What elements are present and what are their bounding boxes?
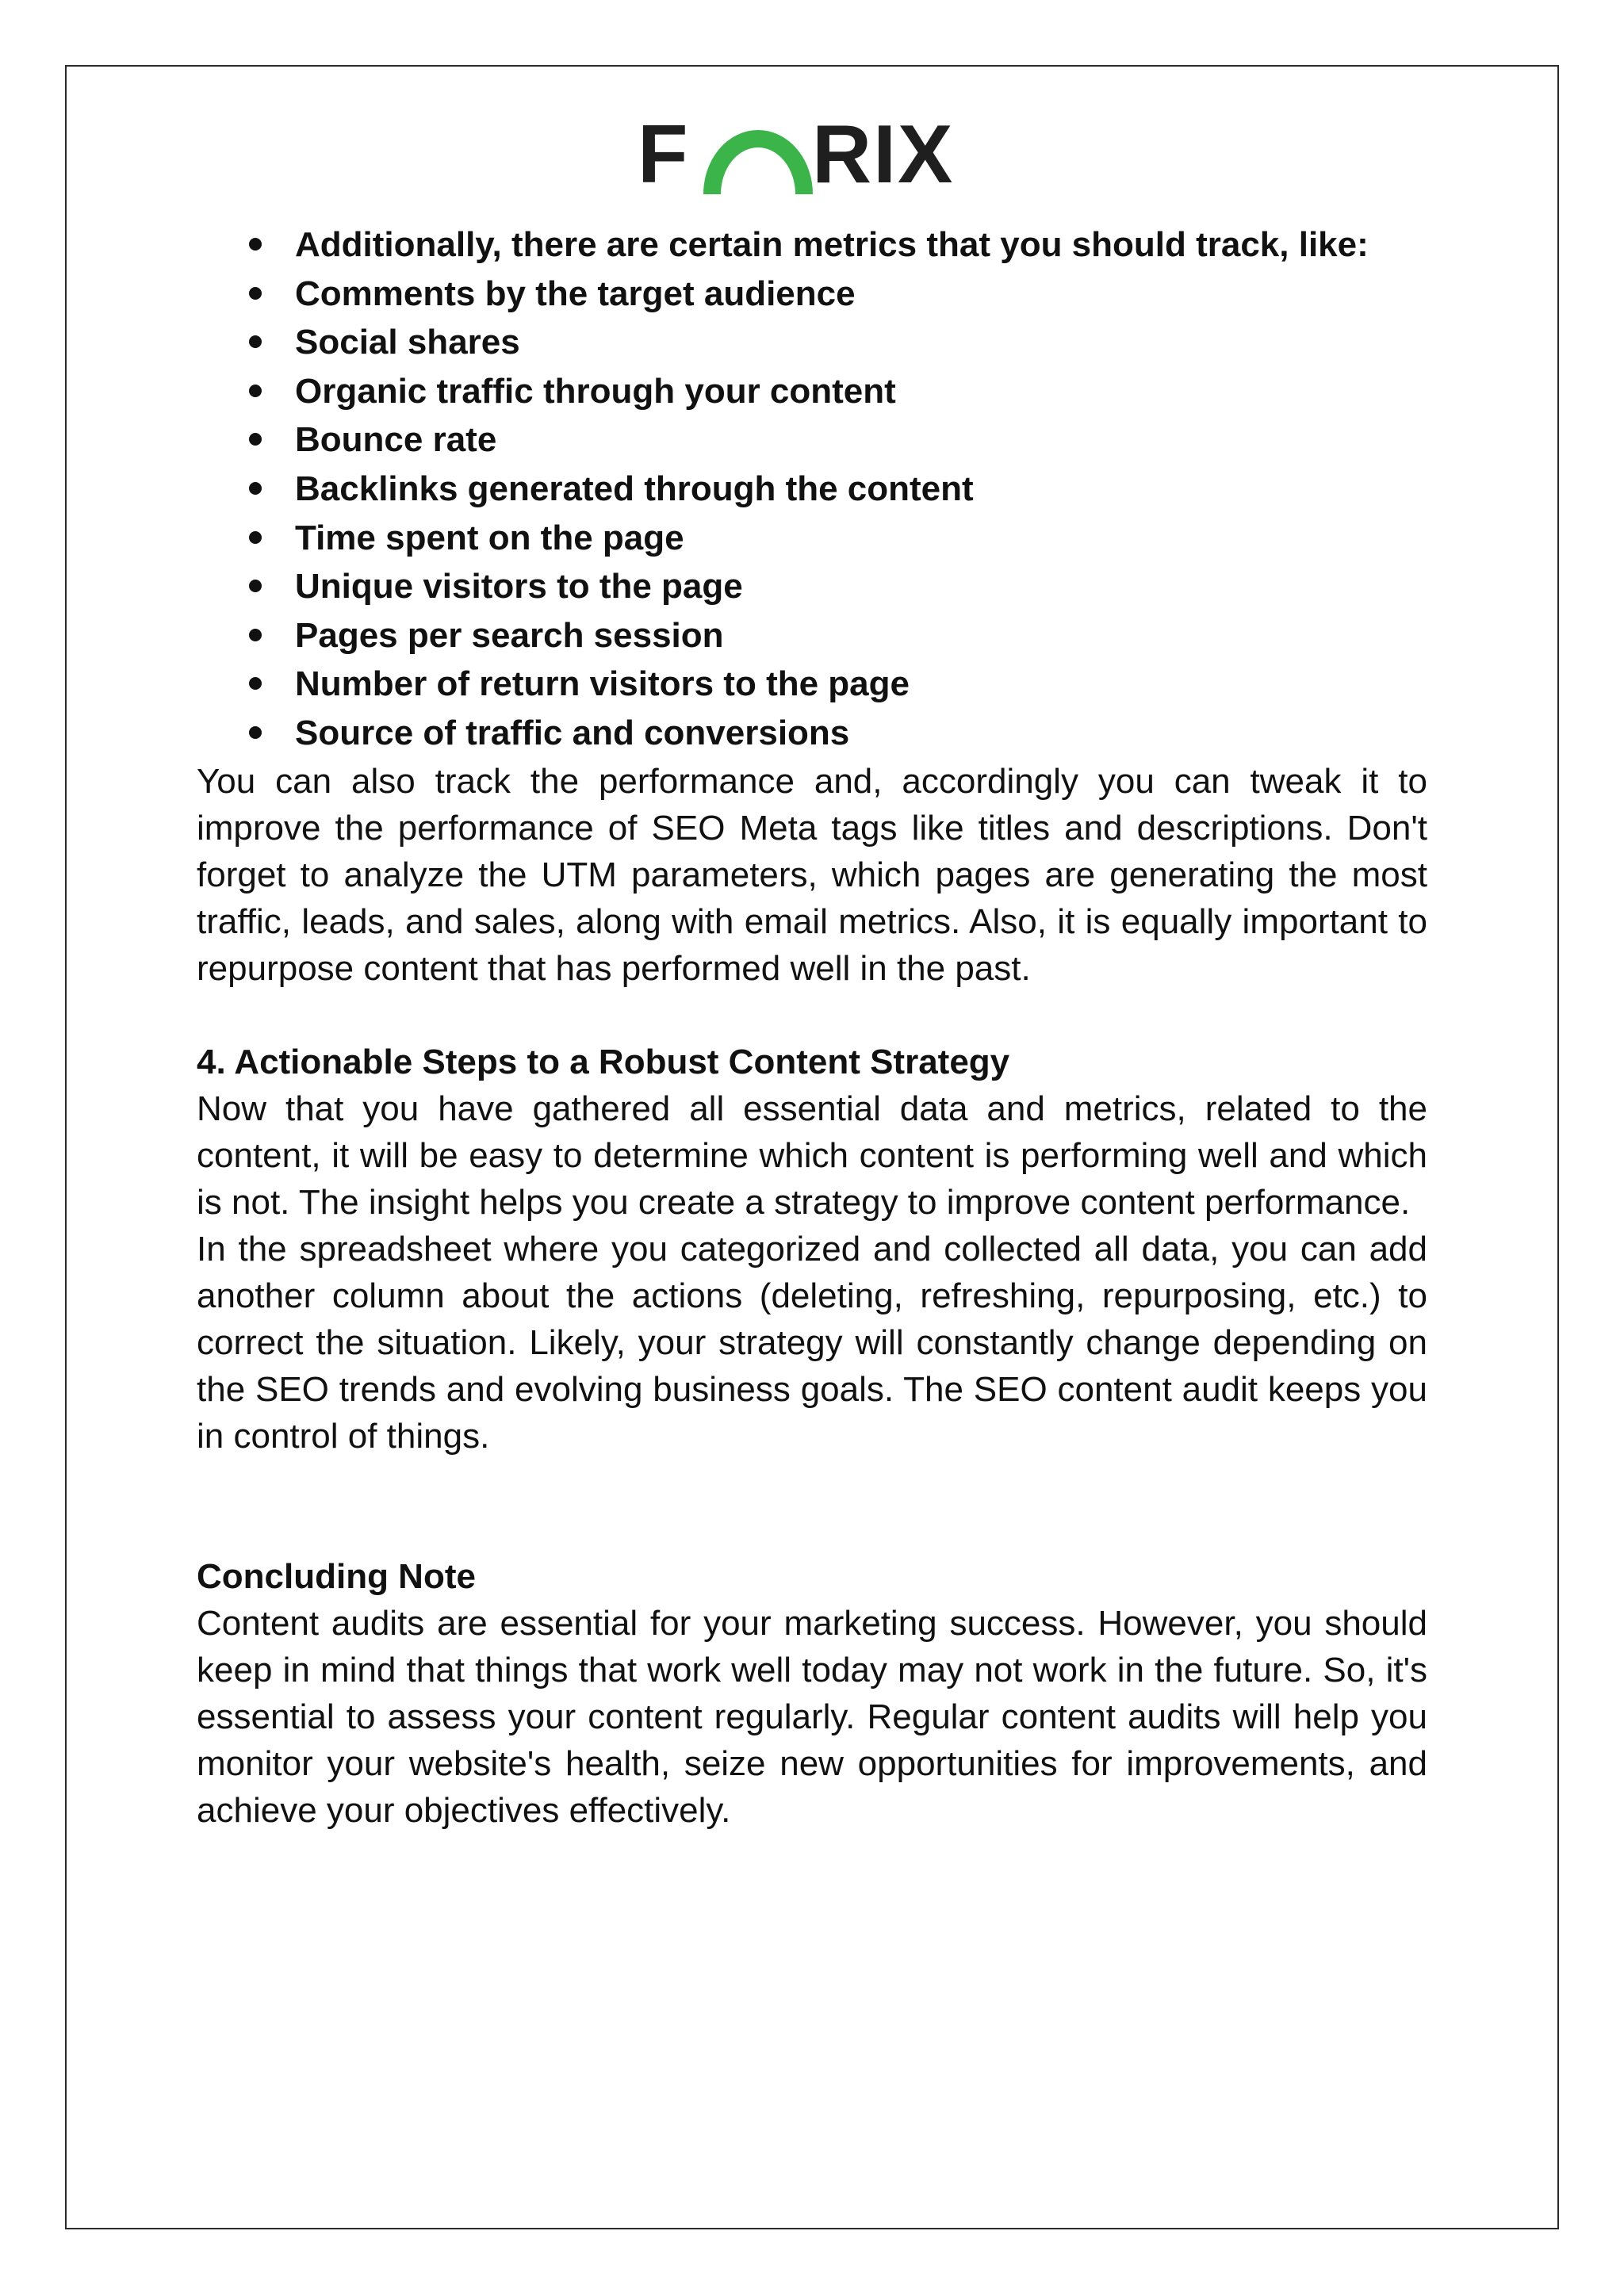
spacer: [197, 1460, 1427, 1553]
logo-wordmark: [638, 109, 986, 201]
bullet-icon: [249, 580, 262, 592]
list-item: [197, 220, 1427, 270]
conclusion-paragraph: Content audits are essential for your marketing success. However, you should keep in mind that things that work well today may not work in the future. So, it's essential to assess your content regularly. Regular content audits will help you monitor your website's health, seize new opportunities for improvements, and achieve your objectives effectively.: [197, 1603, 1427, 1830]
list-item-text: Backlinks generated through the content: [295, 469, 974, 508]
document-content: [197, 220, 1427, 1834]
bullet-icon: [249, 335, 262, 348]
bullet-icon: [249, 629, 262, 641]
list-item: [197, 562, 1427, 611]
list-item: [197, 660, 1427, 709]
spacer: [197, 992, 1427, 1039]
section-4-paragraph-a: Now that you have gathered all essential data and metrics, related to the content, it will be easy to determine which content is performing well and which is not. The insight helps you create a strategy to improve content performance.: [197, 1089, 1427, 1222]
list-item: [197, 709, 1427, 758]
conclusion-heading: Concluding Note: [197, 1556, 476, 1596]
list-item-text: Time spent on the page: [295, 518, 684, 557]
list-item-text: Organic traffic through your content: [295, 371, 896, 411]
list-item: [197, 270, 1427, 319]
list-item-text: Social shares: [295, 323, 520, 362]
list-item-text: Bounce rate: [295, 420, 497, 460]
bullet-icon: [249, 482, 262, 495]
bullet-icon: [249, 726, 262, 739]
list-item: [197, 415, 1427, 465]
list-item-text: Additionally, there are certain metrics that you should track, like:: [295, 225, 1369, 264]
list-item-text: Comments by the target audience: [295, 274, 856, 313]
logo-text-right: RIX: [812, 109, 955, 201]
list-item-text: Source of traffic and conversions: [295, 713, 850, 752]
bullet-icon: [249, 287, 262, 300]
list-item: [197, 465, 1427, 514]
section-4-paragraph-b: In the spreadsheet where you categorized and collected all data, you can add another column about the actions (deleting, refreshing, repurposing, etc.) to correct the situation. Likely, your strategy will constantly change depending on the SEO trends and evolving business goals. The SEO content audit keeps you in control of things.: [197, 1229, 1427, 1456]
logo-text-left: F: [638, 109, 690, 201]
forix-logo: [0, 109, 1624, 201]
list-item-text: Pages per search session: [295, 615, 724, 655]
bullet-icon: [249, 433, 262, 446]
performance-paragraph: You can also track the performance and, accordingly you can tweak it to improve the performance of SEO Meta tags like titles and descriptions. Don't forget to analyze the UTM parameters, which pages are generating the most traffic, leads, and sales, along with email metrics. Also, it is equally important to repurpose content that has performed well in the past.: [197, 761, 1427, 988]
metrics-list: [197, 220, 1427, 758]
list-item-text: Unique visitors to the page: [295, 567, 743, 607]
list-item: [197, 514, 1427, 563]
bullet-icon: [249, 531, 262, 544]
bullet-icon: [249, 677, 262, 690]
list-item: [197, 367, 1427, 416]
list-item: [197, 318, 1427, 367]
list-item: [197, 611, 1427, 660]
section-4-heading: 4. Actionable Steps to a Robust Content Strategy: [197, 1042, 1010, 1081]
bullet-icon: [249, 238, 262, 251]
logo-arc-icon: [703, 121, 814, 194]
list-item-text: Number of return visitors to the page: [295, 664, 910, 704]
bullet-icon: [249, 385, 262, 397]
